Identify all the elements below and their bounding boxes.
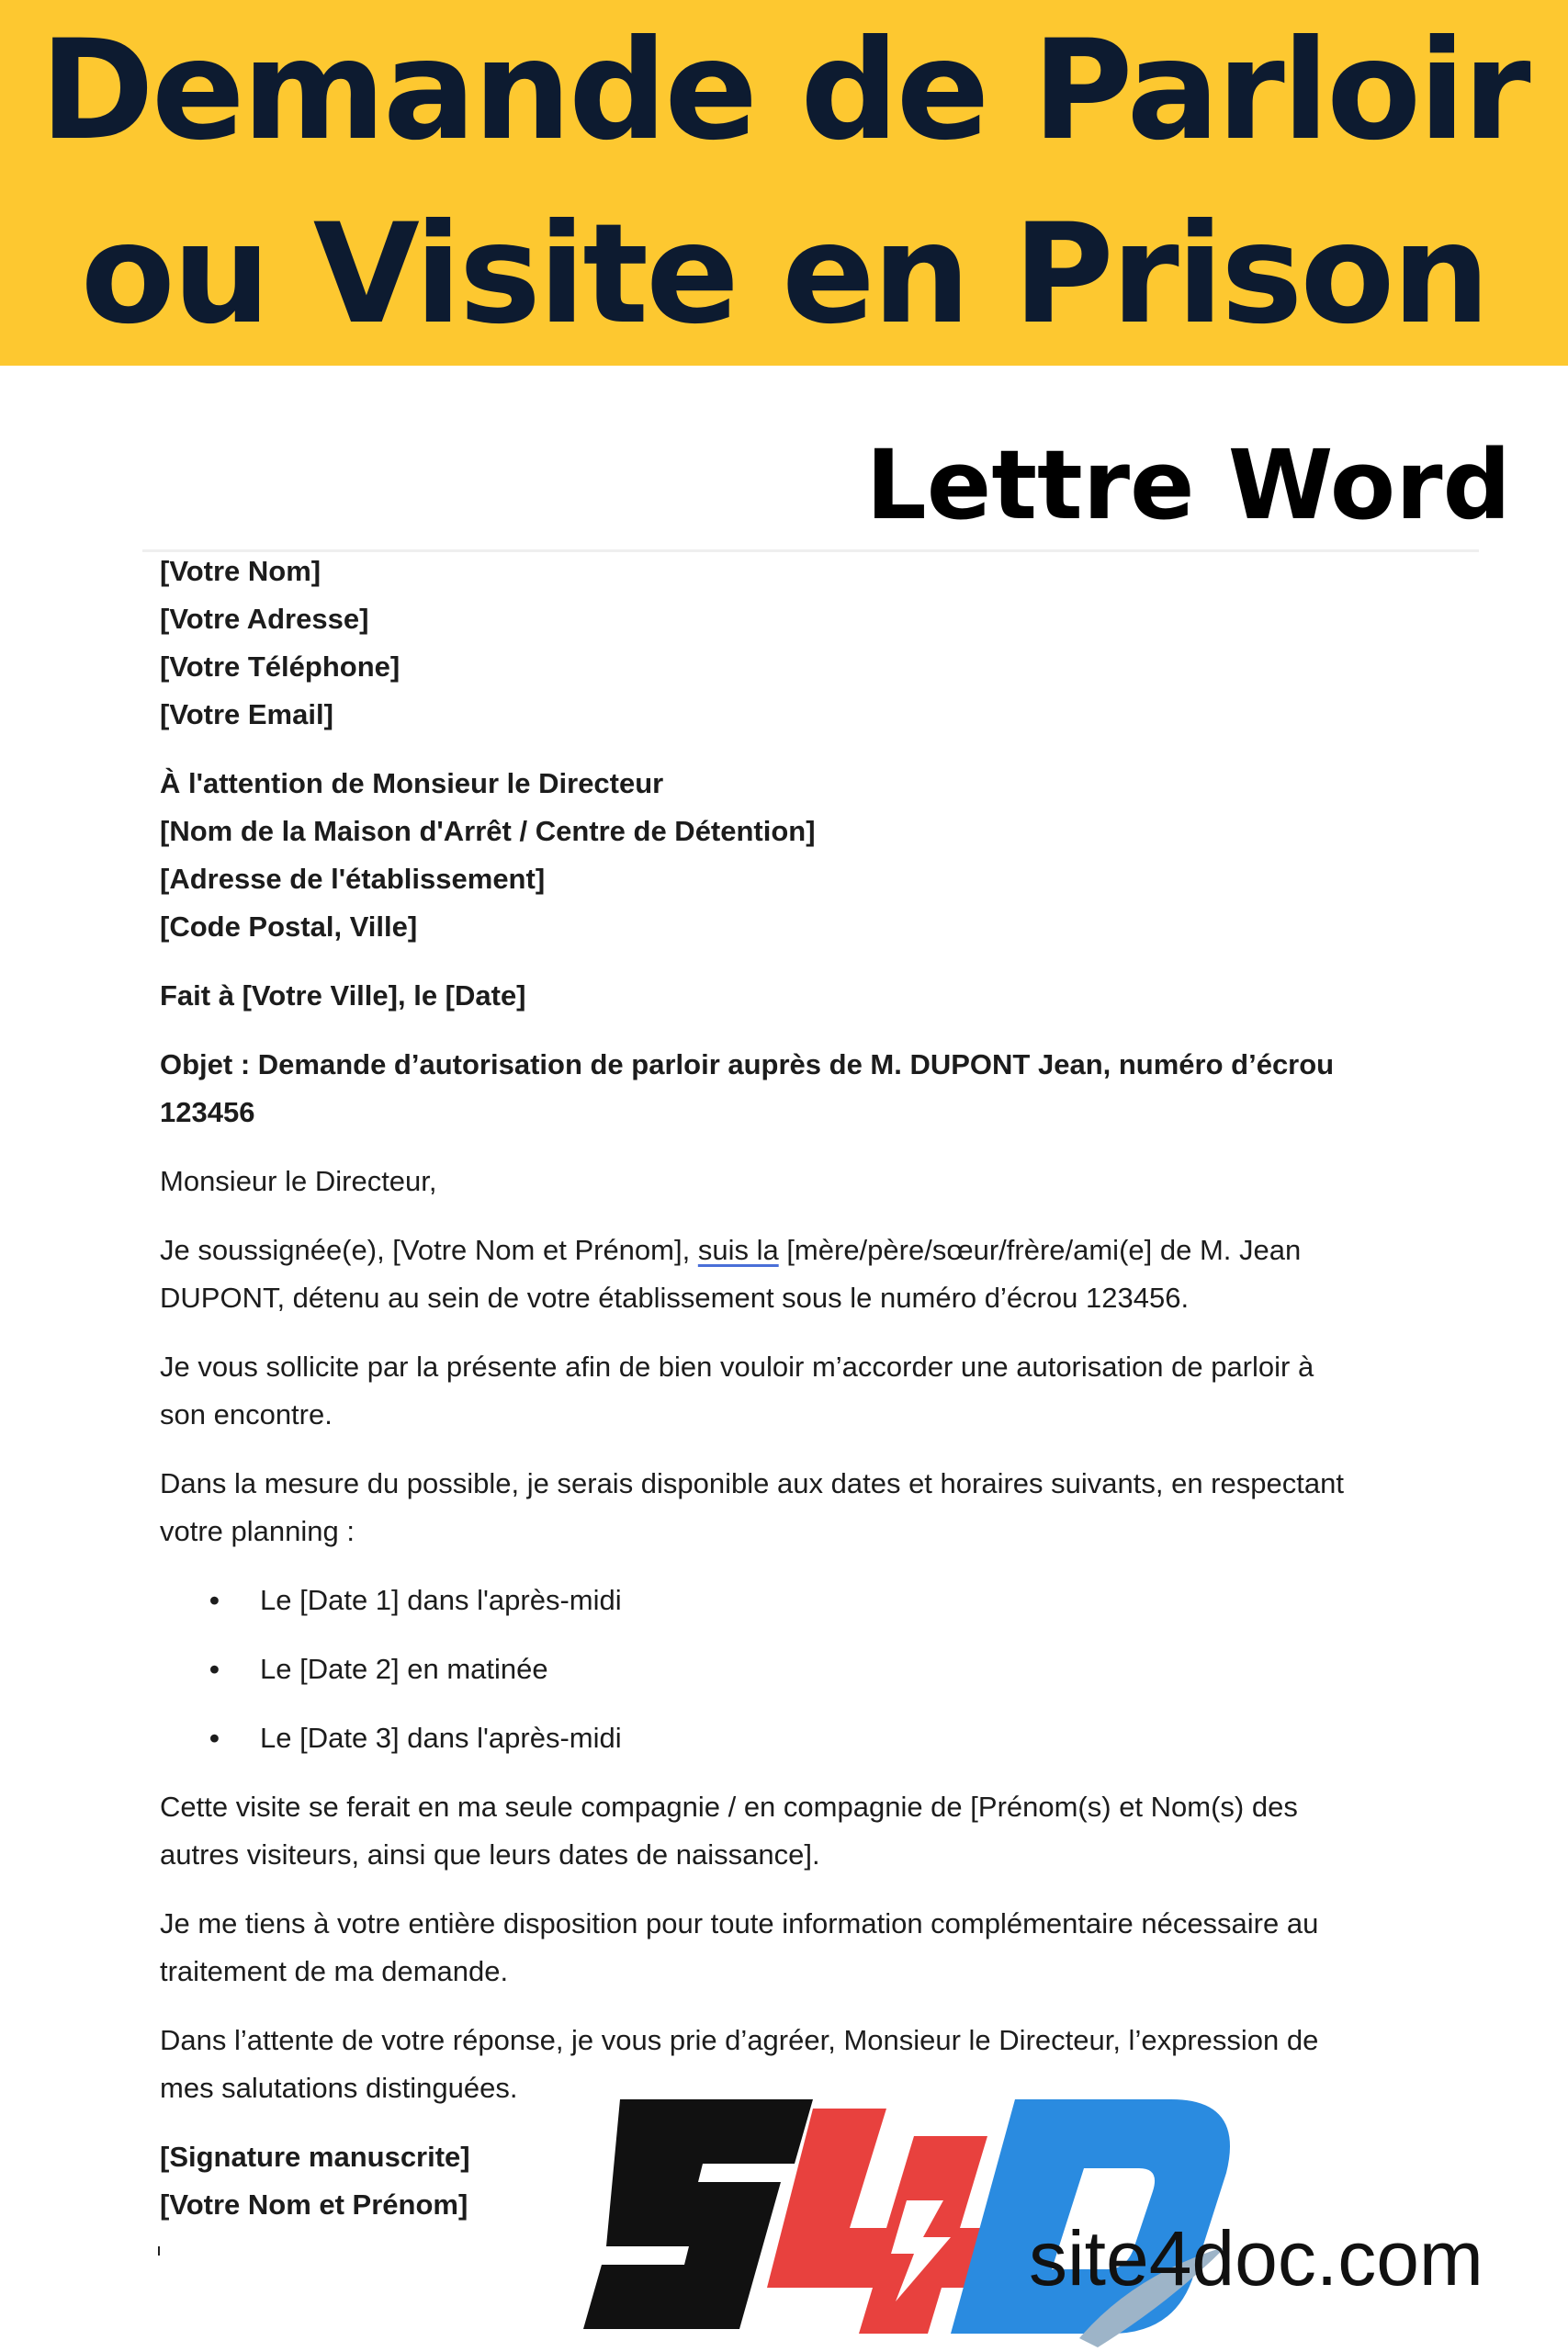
paragraph-companions-line-2: autres visiteurs, ainsi que leurs dates de naissance]. xyxy=(160,1838,820,1871)
paragraph-availability-line-1: Dans la mesure du possible, je serais disponible aux dates et horaires suivants, en respectant xyxy=(160,1467,1344,1499)
salutation: Monsieur le Directeur, xyxy=(160,1165,437,1197)
title-banner xyxy=(0,0,1568,366)
paragraph-availability-contact xyxy=(160,1900,1446,1996)
paragraph-closing-line-2: mes salutations distinguées. xyxy=(160,2072,518,2104)
recipient-attention: À l'attention de Monsieur le Directeur xyxy=(160,767,664,799)
paragraph-introduction-line-2: DUPONT, détenu au sein de votre établissement sous le numéro d’écrou 123456. xyxy=(160,1282,1190,1314)
paragraph-companions xyxy=(160,1783,1446,1879)
bullet: • xyxy=(209,1722,220,1754)
signature-name: [Votre Nom et Prénom] xyxy=(160,2188,468,2221)
subject xyxy=(160,1041,1446,1136)
subject-line-1: Objet : Demande d’autorisation de parloir auprès de M. DUPONT Jean, numéro d’écrou xyxy=(160,1048,1335,1080)
recipient-city: [Code Postal, Ville] xyxy=(160,910,418,943)
paragraph-contact-line-1: Je me tiens à votre entière disposition pour toute information complémentaire nécessaire au xyxy=(160,1907,1319,1939)
sender-name: [Votre Nom] xyxy=(160,555,321,587)
intro-text-start: Je soussignée(e), [Votre Nom et Prénom], xyxy=(160,1234,698,1266)
list-item xyxy=(160,1645,1446,1693)
site-name: site4doc.com xyxy=(1029,2215,1483,2301)
list-item xyxy=(160,1577,1446,1624)
sender-address: [Votre Adresse] xyxy=(160,603,369,635)
recipient-block xyxy=(160,760,1446,951)
banner-title-line-1: Demande de Parloir xyxy=(39,11,1529,171)
signature-line: [Signature manuscrite] xyxy=(160,2141,470,2173)
banner-title-line-2: ou Visite en Prison xyxy=(80,195,1488,355)
list-item xyxy=(160,1714,1446,1762)
date-option-3: Le [Date 3] dans l'après-midi xyxy=(260,1722,622,1754)
logo-letter-s xyxy=(583,2099,813,2329)
paragraph-contact-line-2: traitement de ma demande. xyxy=(160,1955,509,1987)
place-date: Fait à [Votre Ville], le [Date] xyxy=(160,979,526,1012)
sender-block xyxy=(160,548,1446,739)
recipient-address: [Adresse de l'établissement] xyxy=(160,863,546,895)
paragraph-introduction-line-1 xyxy=(160,1227,1446,1274)
paragraph-availability xyxy=(160,1460,1446,1555)
date-option-1: Le [Date 1] dans l'après-midi xyxy=(260,1584,622,1616)
date-option-2: Le [Date 2] en matinée xyxy=(260,1653,548,1685)
paragraph-request-line-2: son encontre. xyxy=(160,1398,333,1430)
paragraph-companions-line-1: Cette visite se ferait en ma seule compagnie / en compagnie de [Prénom(s) et Nom(s) des xyxy=(160,1791,1298,1823)
bullet: • xyxy=(209,1653,220,1685)
subject-line-2: 123456 xyxy=(160,1096,255,1128)
bullet: • xyxy=(209,1584,220,1616)
intro-text-end: [mère/père/sœur/frère/ami(e] de M. Jean xyxy=(778,1234,1302,1266)
subtitle: Lettre Word xyxy=(865,429,1511,541)
paragraph-request xyxy=(160,1343,1446,1439)
paragraph-closing-line-1: Dans l’attente de votre réponse, je vous prie d’agréer, Monsieur le Directeur, l’expression de xyxy=(160,2024,1319,2056)
paragraph-request-line-1: Je vous sollicite par la présente afin de bien vouloir m’accorder une autorisation de parloir à xyxy=(160,1351,1314,1383)
sender-phone: [Votre Téléphone] xyxy=(160,650,400,683)
spellcheck-underlined-text: suis la xyxy=(697,1234,779,1266)
text-cursor-mark xyxy=(158,2246,160,2256)
letter-body xyxy=(160,548,1446,2250)
sender-email: [Votre Email] xyxy=(160,698,333,730)
recipient-institution: [Nom de la Maison d'Arrêt / Centre de Détention] xyxy=(160,815,816,847)
paragraph-introduction xyxy=(160,1227,1446,1322)
dates-list xyxy=(160,1577,1446,1762)
paragraph-availability-line-2: votre planning : xyxy=(160,1515,355,1547)
